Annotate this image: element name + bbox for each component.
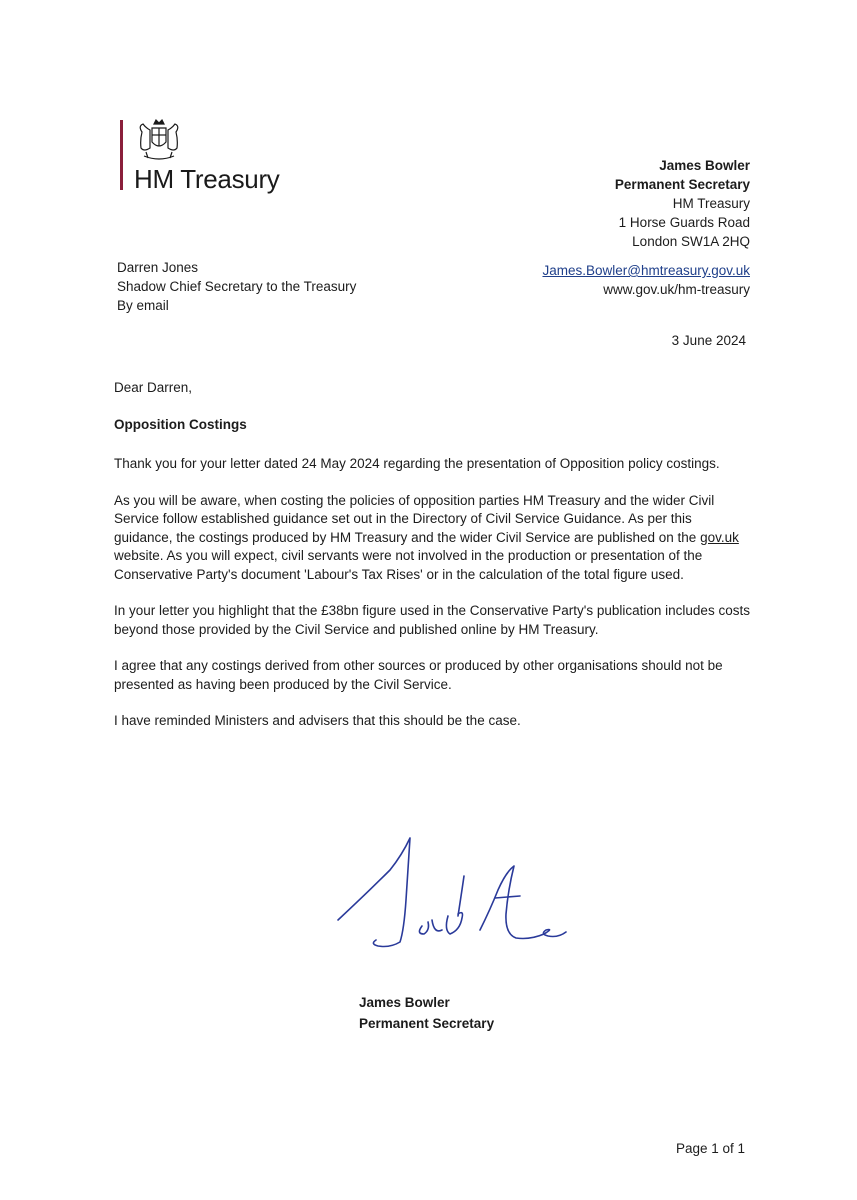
sender-address-line: HM Treasury [672, 196, 750, 211]
signoff-block [359, 992, 494, 1034]
letter-date: 3 June 2024 [671, 333, 746, 348]
sender-website: www.gov.uk/hm-treasury [603, 282, 750, 297]
sender-block [615, 156, 750, 251]
signoff-name: James Bowler [359, 995, 450, 1010]
recipient-line: By email [117, 298, 169, 313]
body-paragraph: I have reminded Ministers and advisers that this should be the case. [114, 713, 521, 728]
body-paragraph [114, 492, 754, 585]
recipient-line: Darren Jones [117, 260, 199, 275]
handwritten-signature [330, 830, 590, 960]
sender-address-line: London SW1A 2HQ [632, 234, 750, 249]
body-paragraph: Thank you for your letter dated 24 May 2024 regarding the presentation of Opposition policy costings. [114, 456, 720, 471]
sender-role: Permanent Secretary [614, 177, 750, 192]
sender-email-link[interactable]: James.Bowler@hmtreasury.gov.uk [542, 263, 750, 278]
sender-contact [542, 261, 750, 299]
body-text: As you will be aware, when costing the policies of opposition parties HM Treasury and the wider Civil Service follow established guidance set out in the Directory of Civil Service Guidance. As per this guidance, the costings produced by HM Treasury and the wider Civil Service are published on the [114, 492, 715, 545]
royal-coat-of-arms-icon [134, 118, 184, 164]
recipient-line: Shadow Chief Secretary to the Treasury [117, 279, 357, 294]
letter-subject: Opposition Costings [114, 417, 247, 432]
letter-body [114, 455, 754, 749]
salutation: Dear Darren, [114, 380, 193, 395]
sender-address-line: 1 Horse Guards Road [618, 215, 750, 230]
recipient-block [117, 258, 356, 315]
body-paragraph: In your letter you highlight that the £38bn figure used in the Conservative Party's publication includes costs beyond those provided by the Civil Service and published online by HM Treasury. [114, 603, 750, 637]
logo-accent-bar [120, 120, 123, 190]
gov-uk-link[interactable]: gov.uk [700, 529, 739, 545]
signoff-role: Permanent Secretary [359, 1016, 495, 1031]
logo-wordmark: HM Treasury [134, 164, 280, 194]
sender-name: James Bowler [659, 158, 750, 173]
page-number: Page 1 of 1 [675, 1141, 745, 1156]
body-text: website. As you will expect, civil servants were not involved in the production or presentation of the Conservative Party's document 'Labour's Tax Rises' or in the calculation of the total figure used. [114, 548, 703, 582]
body-paragraph: I agree that any costings derived from other sources or produced by other organisations should not be presented as having been produced by the Civil Service. [114, 658, 723, 692]
